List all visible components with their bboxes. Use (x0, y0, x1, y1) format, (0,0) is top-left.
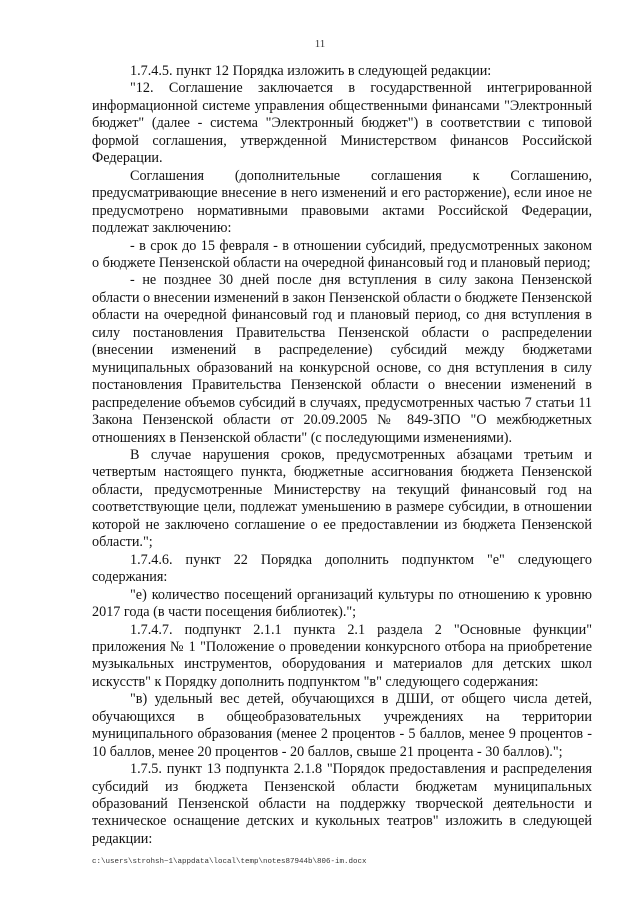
page-number: 11 (314, 38, 326, 50)
paragraph-subitem-e: "е) количество посещений организаций культуры по отношению к уровню 2017 года (в части посещения библиотек)."; (92, 586, 592, 621)
paragraph-deadline-30-days: - не позднее 30 дней после дня вступления в силу закона Пензенской области о внесении изменений в закон Пензенской области о бюджете Пензенской области на очередной финансовый год и плановый период, со дня вступления в силу постановления Правительства Пензенской области о распределении (внесении изменений в распределение) субсидий между бюджетами муниципальных образований на конкурсной основе, со дня вступления в силу постановления Правительства Пензенской области о внесении изменений в распределение объемов субсидий в случаях, предусмотренных частью 7 статьи 11 Закона Пензенской области от 20.09.2005 № 849-ЗПО "О межбюджетных отношениях в Пензенской области" (с последующими изменениями). (92, 272, 592, 446)
document-body (92, 63, 592, 848)
footer-file-path: c:\users\strohsh~1\appdata\local\temp\notes87944b\806-im.docx (92, 858, 367, 866)
paragraph-1-7-4-7: 1.7.4.7. подпункт 2.1.1 пункта 2.1 раздела 2 "Основные функции" приложения № 1 "Положение о проведении конкурсного отбора на приобретение музыкальных инструментов, оборудования и материалов для детских школ искусств" к Порядку дополнить подпунктом "в" следующего содержания: (92, 621, 592, 690)
paragraph-violation-of-terms: В случае нарушения сроков, предусмотренных абзацами третьим и четвертым настоящего пункта, бюджетные ассигнования бюджета Пензенской области, предусмотренные Министерству на текущий финансовый год на соответствующие цели, подлежат уменьшению в размере субсидии, в отношении которой не заключено соглашение о ее предоставлении из бюджета Пензенской области."; (92, 446, 592, 551)
paragraph-subitem-v: "в) удельный вес детей, обучающихся в ДШИ, от общего числа детей, обучающихся в общеобразовательных учреждениях на территории муниципального образования (менее 2 процентов - 5 баллов, менее 9 процентов - 10 баллов, менее 20 процентов - 20 баллов, свыше 21 процента - 30 баллов)."; (92, 691, 592, 760)
paragraph-1-7-5: 1.7.5. пункт 13 подпункта 2.1.8 "Порядок предоставления и распределения субсидий из бюджета Пензенской области бюджетам муниципальных образований Пензенской области на поддержку творческой деятельности и техническое оснащение детских и кукольных театров" изложить в следующей редакции: (92, 761, 592, 847)
paragraph-agreement-clause-12: "12. Соглашение заключается в государственной интегрированной информационной системе управления общественными финансами "Электронный бюджет" (далее - система "Электронный бюджет") в соответствии с типовой формой соглашения, утвержденной Министерством финансов Российской Федерации. (92, 80, 592, 167)
paragraph-1-7-4-6: 1.7.4.6. пункт 22 Порядка дополнить подпунктом "е" следующего содержания: (92, 551, 592, 586)
paragraph-agreements-conclusion: Соглашения (дополнительные соглашения к Соглашению, предусматривающие внесение в него изменений и его расторжение), если иное не предусмотрено нормативными правовыми актами Российской Федерации, подлежат заключению: (92, 167, 592, 237)
paragraph-1-7-4-5: 1.7.4.5. пункт 12 Порядка изложить в следующей редакции: (130, 63, 492, 79)
paragraph-deadline-february: - в срок до 15 февраля - в отношении субсидий, предусмотренных законом о бюджете Пензенской области на очередной финансовый год и плановый период; (92, 237, 592, 271)
